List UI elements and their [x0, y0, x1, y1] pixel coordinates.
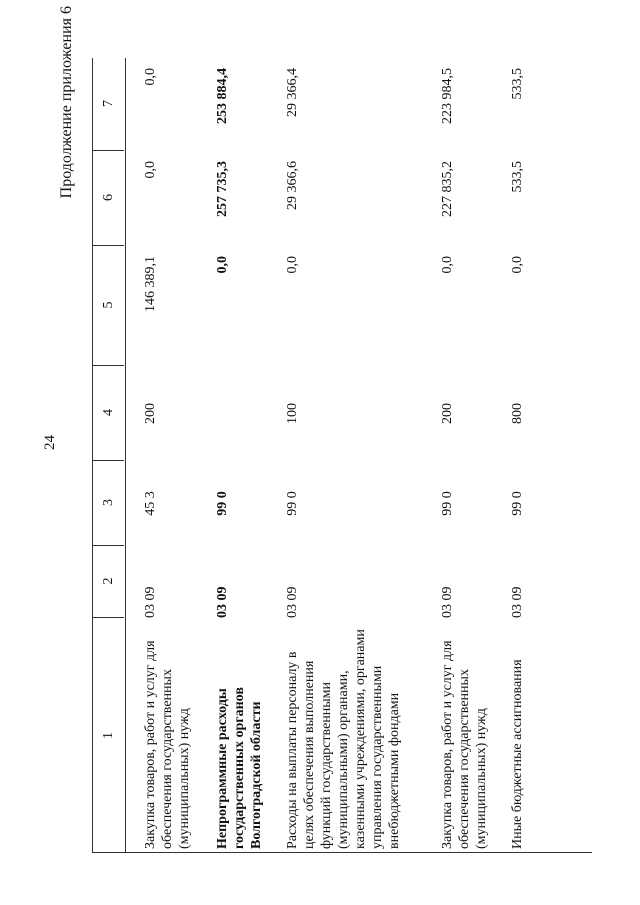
- continuation-caption: Продолжение приложения 6: [58, 6, 75, 199]
- row-value-5: 0,0: [510, 256, 525, 274]
- row-value-6: 257 735,3: [215, 161, 230, 217]
- row-value-7: 533,5: [510, 68, 525, 100]
- row-program-code: 99 0: [510, 491, 525, 516]
- header-col-5: 5: [93, 245, 124, 366]
- header-col-1: 1: [101, 732, 116, 739]
- header-col-7: 7: [93, 57, 124, 151]
- row-name: Закупка товаров, работ и услуг для обеспечения государственных (муниципальных) нужд: [143, 640, 192, 849]
- row-value-6: 533,5: [510, 161, 525, 193]
- page-number: 24: [42, 435, 58, 450]
- header-col-4: 4: [93, 365, 124, 461]
- row-value-7: 253 884,4: [215, 68, 230, 124]
- row-section-code: 03 09: [285, 586, 300, 618]
- table-row: [439, 58, 509, 853]
- row-value-5: 146 389,1: [143, 256, 158, 312]
- row-program-code: 99 0: [285, 491, 300, 516]
- row-section-code: 03 09: [215, 586, 230, 618]
- row-expense-type: 200: [440, 403, 455, 424]
- table-left-border: [92, 852, 592, 853]
- table-row: [214, 58, 284, 853]
- row-value-7: 29 366,4: [285, 68, 300, 117]
- row-value-5: 0,0: [215, 256, 230, 274]
- row-value-6: 0,0: [143, 161, 158, 179]
- row-value-5: 0,0: [440, 256, 455, 274]
- row-name: Непрограммные расходы государственных органов Волгоградской области: [215, 687, 264, 849]
- row-program-code: 45 3: [143, 491, 158, 516]
- row-value-6: 29 366,6: [285, 161, 300, 210]
- row-name: Расходы на выплаты персоналу в целях обеспечения выполнения функций государственными (муниципальными) органами, казенными учреждениями, органами управления государственными внебюджетными фондами: [285, 629, 402, 849]
- table-header-row: [92, 58, 126, 853]
- row-section-code: 03 09: [510, 586, 525, 618]
- row-expense-type: 800: [510, 403, 525, 424]
- row-section-code: 03 09: [143, 586, 158, 618]
- row-value-5: 0,0: [285, 256, 300, 274]
- row-value-7: 0,0: [143, 68, 158, 86]
- row-value-6: 227 835,2: [440, 161, 455, 217]
- budget-table: [92, 58, 539, 853]
- table-row: [509, 58, 539, 853]
- header-col-2: 2: [93, 545, 124, 618]
- table-row: [284, 58, 439, 853]
- row-expense-type: 200: [143, 403, 158, 424]
- table-row: [142, 58, 214, 853]
- header-col-6: 6: [93, 150, 124, 246]
- row-section-code: 03 09: [440, 586, 455, 618]
- row-expense-type: 100: [285, 403, 300, 424]
- row-program-code: 99 0: [440, 491, 455, 516]
- row-name: Закупка товаров, работ и услуг для обеспечения государственных (муниципальных) нужд: [440, 640, 489, 849]
- header-col-3: 3: [93, 460, 124, 546]
- row-program-code: 99 0: [215, 491, 230, 516]
- row-name: Иные бюджетные ассигнования: [510, 659, 525, 849]
- row-value-7: 223 984,5: [440, 68, 455, 124]
